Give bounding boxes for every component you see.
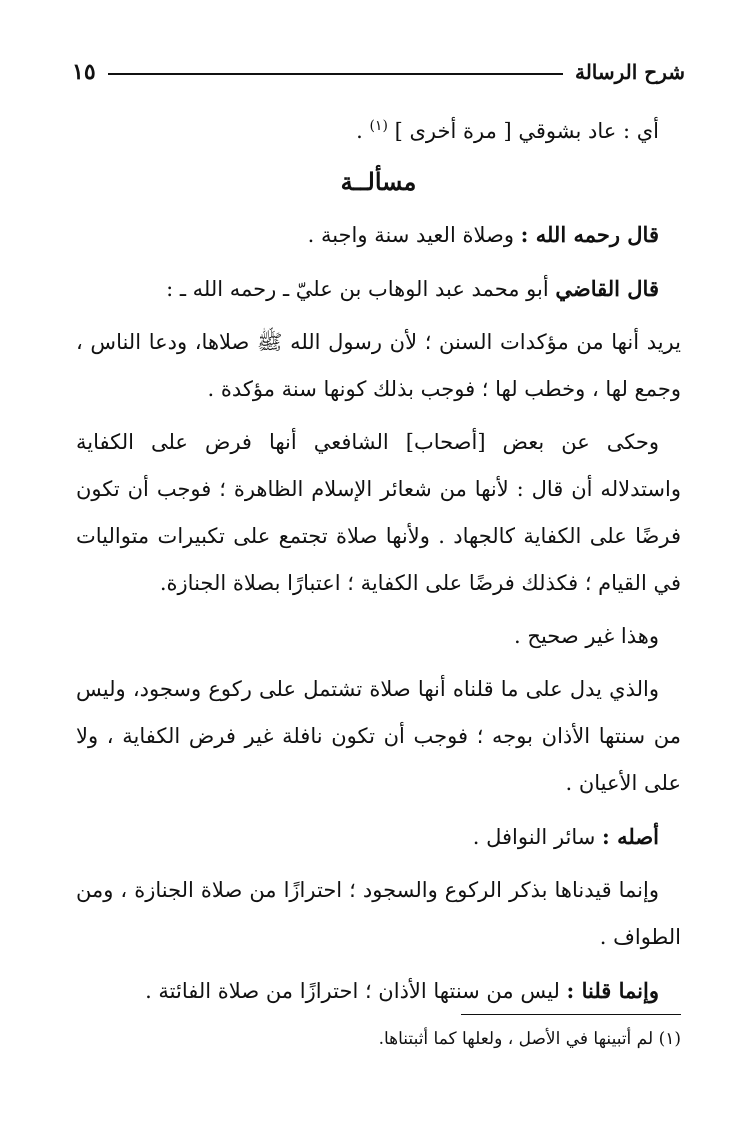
paragraph-3 — [76, 265, 681, 313]
paragraph-7: والذي يدل على ما قلناه أنها صلاة تشتمل على ركوع وسجود، وليس من سنتها الأذان بوجه ؛ فوجب أن تكون نافلة غير فرض الكفاية ، ولا على الأعيان . — [76, 677, 681, 795]
header-rule — [108, 73, 563, 75]
footnote: (١) لم أتبينها في الأصل ، ولعلها كما أثبتناها. — [378, 1029, 681, 1049]
paragraph-8-lead: أصله : — [602, 824, 659, 849]
page-header — [72, 54, 685, 90]
paragraph-4: يريد أنها من مؤكدات السنن ؛ لأن رسول الله ﷺ صلاها، ودعا الناس ، وجمع لها ، وخطب لها ؛ فوجب بذلك كونها سنة مؤكدة . — [76, 330, 681, 401]
paragraph-2 — [76, 211, 681, 259]
paragraph-2-lead: قال رحمه الله : — [520, 222, 659, 247]
footnote-reference: (١) — [369, 118, 388, 134]
page-number: ١٥ — [72, 59, 96, 85]
paragraph-8 — [76, 813, 681, 861]
running-title: شرح الرسالة — [574, 60, 685, 84]
section-title: مسألــة — [340, 167, 417, 196]
paragraph-10 — [76, 967, 681, 1015]
paragraph-8-text: سائر النوافل . — [472, 825, 603, 849]
paragraph-10-text: ليس من سنتها الأذان ؛ احترازًا من صلاة الفائتة . — [145, 979, 567, 1003]
paragraph-1-end: . — [356, 119, 370, 143]
paragraph-1 — [76, 108, 681, 155]
paragraph-1-text: أي : عاد بشوقي [ مرة أخرى ] — [394, 119, 659, 143]
paragraph-6: وهذا غير صحيح . — [514, 624, 659, 648]
paragraph-2-text: وصلاة العيد سنة واجبة . — [307, 223, 521, 247]
paragraph-3-lead: قال القاضي — [555, 276, 659, 301]
paragraph-3-text: أبو محمد عبد الوهاب بن عليّ ـ رحمه الله ـ : — [166, 277, 556, 301]
main-text — [76, 108, 681, 1015]
footnote-rule — [461, 1014, 681, 1015]
paragraph-9: وإنما قيدناها بذكر الركوع والسجود ؛ احترازًا من صلاة الجنازة ، ومن الطواف . — [76, 878, 681, 949]
paragraph-10-lead: وإنما قلنا : — [566, 978, 659, 1003]
paragraph-5: وحكى عن بعض [أصحاب] الشافعي أنها فرض على الكفاية واستدلاله أن قال : لأنها من شعائر الإسلام الظاهرة ؛ فوجب أن تكون فرضًا على الكفاية كالجهاد . ولأنها صلاة تجتمع على تكبيرات متواليات في القيام ؛ فكذلك فرضًا على الكفاية ؛ اعتبارًا بصلاة الجنازة. — [76, 430, 681, 595]
